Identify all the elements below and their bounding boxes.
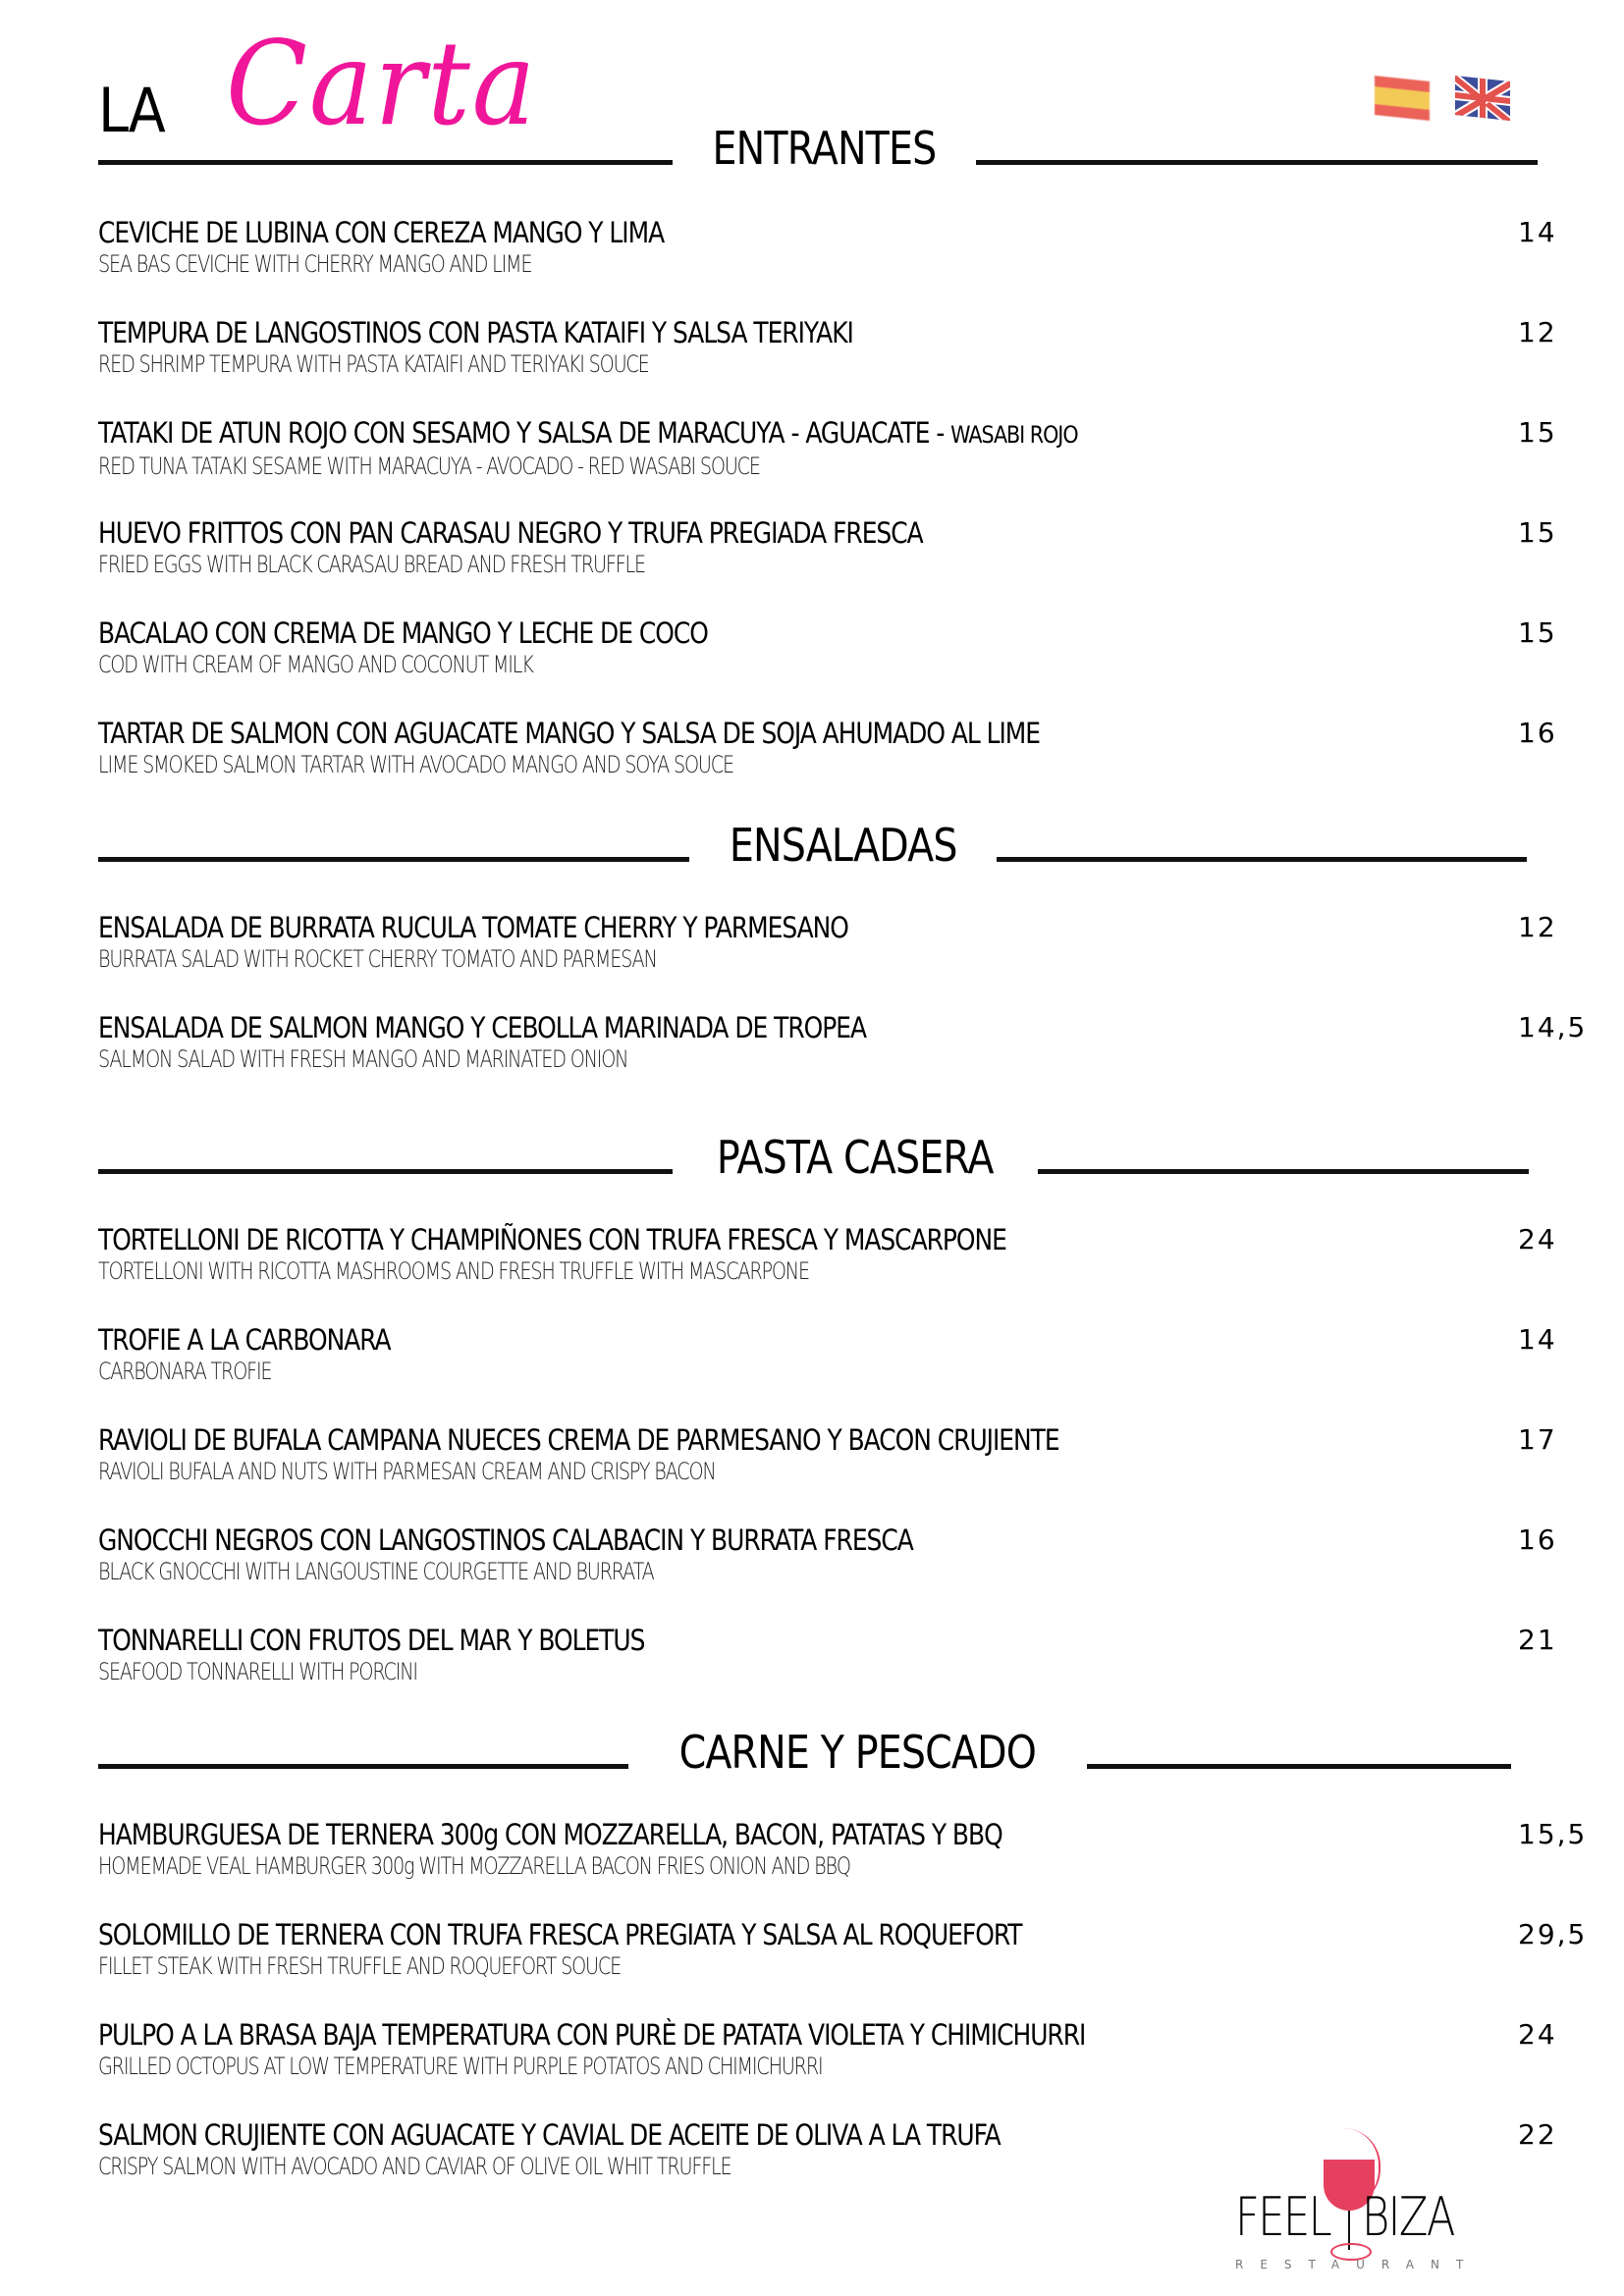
item-description: FRIED EGGS WITH BLACK CARASAU BREAD AND FRESH TRUFFLE <box>98 551 645 578</box>
item-description: BLACK GNOCCHI WITH LANGOUSTINE COURGETTE AND BURRATA <box>98 1558 654 1585</box>
menu-item <box>98 1223 1571 1286</box>
item-price: 14 <box>1518 1323 1557 1356</box>
item-description: SEA BAS CEVICHE WITH CHERRY MANGO AND LIME <box>98 250 532 278</box>
item-description: RAVIOLI BUFALA AND NUTS WITH PARMESAN CREAM AND CRISPY BACON <box>98 1458 716 1485</box>
section-title: PASTA CASERA <box>716 1131 994 1184</box>
menu-item <box>98 216 1571 279</box>
section-title: ENTRANTES <box>712 122 937 175</box>
item-name-main: TATAKI DE ATUN ROJO CON SESAMO Y SALSA DE MARACUYA - AGUACATE - <box>98 416 951 450</box>
divider-line <box>976 160 1538 165</box>
item-name: TROFIE A LA CARBONARA <box>98 1323 391 1357</box>
item-name: RAVIOLI DE BUFALA CAMPANA NUECES CREMA DE PARMESANO Y BACON CRUJIENTE <box>98 1423 1059 1457</box>
menu-item <box>98 1011 1588 1074</box>
title-prefix: LA <box>98 75 164 146</box>
menu-item <box>98 1624 1571 1686</box>
menu-item <box>98 416 1571 481</box>
item-description: SALMON SALAD WITH FRESH MANGO AND MARINATED ONION <box>98 1045 628 1073</box>
item-description: CRISPY SALMON WITH AVOCADO AND CAVIAR OF OLIVE OIL WHIT TRUFFLE <box>98 2153 731 2180</box>
menu-item <box>98 911 1571 974</box>
item-name: SALMON CRUJIENTE CON AGUACATE Y CAVIAL DE ACEITE DE OLIVA A LA TRUFA <box>98 2118 1001 2152</box>
item-name: CEVICHE DE LUBINA CON CEREZA MANGO Y LIMA <box>98 216 665 249</box>
item-description: BURRATA SALAD WITH ROCKET CHERRY TOMATO AND PARMESAN <box>98 945 657 973</box>
divider-line <box>98 1764 628 1769</box>
title-script: Carta <box>226 16 538 151</box>
item-price: 22 <box>1518 2118 1557 2151</box>
item-price: 14 <box>1518 216 1557 248</box>
item-name: SOLOMILLO DE TERNERA CON TRUFA FRESCA PREGIATA Y SALSA AL ROQUEFORT <box>98 1918 1022 1951</box>
menu-item <box>98 1323 1571 1386</box>
item-name: BACALAO CON CREMA DE MANGO Y LECHE DE COCO <box>98 616 708 650</box>
divider-line <box>997 857 1527 862</box>
item-description: COD WITH CREAM OF MANGO AND COCONUT MILK <box>98 651 533 678</box>
section-title: CARNE Y PESCADO <box>678 1726 1037 1779</box>
item-description: SEAFOOD TONNARELLI WITH PORCINI <box>98 1658 417 1685</box>
menu-item <box>98 1523 1571 1586</box>
item-price: 14,5 <box>1518 1011 1588 1043</box>
section-header-pasta-casera <box>98 1131 1529 1184</box>
divider-line <box>98 1169 673 1174</box>
item-description: LIME SMOKED SALMON TARTAR WITH AVOCADO MANGO AND SOYA SOUCE <box>98 751 733 778</box>
item-price: 29,5 <box>1518 1918 1588 1950</box>
item-description: GRILLED OCTOPUS AT LOW TEMPERATURE WITH PURPLE POTATOS AND CHIMICHURRI <box>98 2053 823 2080</box>
item-price: 16 <box>1518 717 1557 749</box>
divider-line <box>98 160 673 165</box>
item-name: ENSALADA DE SALMON MANGO Y CEBOLLA MARINADA DE TROPEA <box>98 1011 867 1044</box>
logo-word-feel: FEEL <box>1235 2186 1331 2248</box>
divider-line <box>98 857 689 862</box>
item-name: HAMBURGUESA DE TERNERA 300g CON MOZZARELLA, BACON, PATATAS Y BBQ <box>98 1818 1002 1851</box>
menu-item <box>98 616 1571 679</box>
menu-item <box>98 2018 1571 2081</box>
item-name: ENSALADA DE BURRATA RUCULA TOMATE CHERRY Y PARMESANO <box>98 911 848 944</box>
logo-word-ibiza: BIZA <box>1362 2186 1454 2248</box>
item-name: TONNARELLI CON FRUTOS DEL MAR Y BOLETUS <box>98 1624 645 1657</box>
menu-item <box>98 1818 1588 1881</box>
item-price: 17 <box>1518 1423 1557 1456</box>
uk-flag-icon[interactable] <box>1455 76 1510 121</box>
item-name: TORTELLONI DE RICOTTA Y CHAMPIÑONES CON TRUFA FRESCA Y MASCARPONE <box>98 1223 1006 1256</box>
item-description: RED SHRIMP TEMPURA WITH PASTA KATAIFI AND TERIYAKI SOUCE <box>98 350 649 378</box>
item-description: TORTELLONI WITH RICOTTA MASHROOMS AND FRESH TRUFFLE WITH MASCARPONE <box>98 1257 809 1285</box>
section-header-carne-y-pescado <box>98 1726 1511 1779</box>
section-title: ENSALADAS <box>729 819 957 872</box>
item-price: 12 <box>1518 911 1557 943</box>
logo-tagline: RESTAURANT <box>1235 2258 1481 2271</box>
item-description: CARBONARA TROFIE <box>98 1358 272 1385</box>
item-price: 15 <box>1518 416 1557 449</box>
item-price: 21 <box>1518 1624 1557 1656</box>
flag-cross <box>1480 79 1486 119</box>
item-name: GNOCCHI NEGROS CON LANGOSTINOS CALABACIN Y BURRATA FRESCA <box>98 1523 913 1557</box>
menu-item <box>98 1423 1571 1486</box>
menu-item <box>98 316 1571 379</box>
item-price: 24 <box>1518 1223 1557 1255</box>
item-name: HUEVO FRITTOS CON PAN CARASAU NEGRO Y TRUFA PREGIADA FRESCA <box>98 516 923 550</box>
item-name: PULPO A LA BRASA BAJA TEMPERATURA CON PURÈ DE PATATA VIOLETA Y CHIMICHURRI <box>98 2018 1086 2052</box>
section-header-ensaladas <box>98 819 1527 872</box>
item-description: FILLET STEAK WITH FRESH TRUFFLE AND ROQUEFORT SOUCE <box>98 1952 621 1980</box>
language-switcher <box>1375 79 1510 118</box>
item-name: TARTAR DE SALMON CON AGUACATE MANGO Y SALSA DE SOJA AHUMADO AL LIME <box>98 717 1041 750</box>
menu-item <box>98 717 1571 779</box>
item-price: 15 <box>1518 616 1557 649</box>
item-price: 15,5 <box>1518 1818 1588 1850</box>
item-name: TEMPURA DE LANGOSTINOS CON PASTA KATAIFI Y SALSA TERIYAKI <box>98 316 853 349</box>
item-name-small: WASABI ROJO <box>950 421 1078 449</box>
item-name <box>98 416 1078 452</box>
item-price: 24 <box>1518 2018 1557 2051</box>
section-header-entrantes <box>98 122 1538 175</box>
item-price: 16 <box>1518 1523 1557 1556</box>
item-description: RED TUNA TATAKI SESAME WITH MARACUYA - AVOCADO - RED WASABI SOUCE <box>98 453 760 480</box>
item-price: 15 <box>1518 516 1557 549</box>
menu-item <box>98 516 1571 579</box>
menu-item <box>98 1918 1588 1981</box>
item-description: HOMEMADE VEAL HAMBURGER 300g WITH MOZZARELLA BACON FRIES ONION AND BBQ <box>98 1852 850 1880</box>
divider-line <box>1038 1169 1529 1174</box>
feel-ibiza-logo <box>1227 2120 1483 2271</box>
divider-line <box>1087 1764 1511 1769</box>
spain-flag-icon[interactable] <box>1375 76 1430 121</box>
item-price: 12 <box>1518 316 1557 348</box>
